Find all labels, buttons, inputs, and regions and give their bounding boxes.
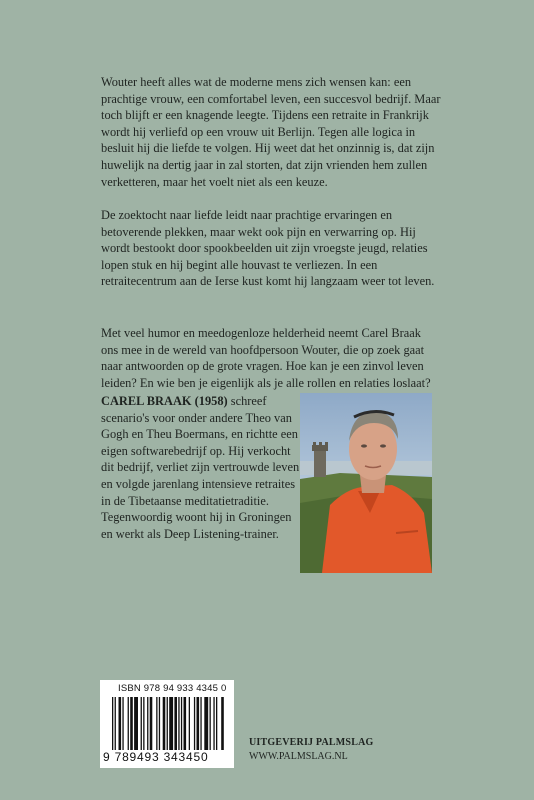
publisher-name: UITGEVERIJ PALMSLAG <box>249 737 374 748</box>
blurb-paragraph-3: Met veel humor en meedogenloze helderheid neemt Carel Braak ons mee in de wereld van hoofdpersoon Wouter, die op zoek gaat naar antwoorden op de grote vragen. Hoe kan je een zinvol leven leiden? En wie ben je eigenlijk als je alle rollen en relaties loslaat? <box>101 326 431 390</box>
barcode-bars <box>112 697 224 750</box>
author-bio <box>101 393 301 542</box>
author-bio-text: schreef scenario's voor onder andere Theo van Gogh en Theu Boermans, en richtte een eigen softwarebedrijf op. Hij verkocht dit bedrijf, verliet zijn vertrouwde leven en volgde jarenlang intensieve retraites in de Tibetaanse meditatietraditie. Tegenwoordig woont hij in Groningen en werkt als Deep Listening-trainer. <box>101 394 300 541</box>
publisher-website: WWW.PALMSLAG.NL <box>249 751 348 762</box>
author-photo <box>300 393 432 573</box>
isbn-label: ISBN 978 94 933 4345 0 <box>118 683 227 694</box>
blurb-paragraph-1: Wouter heeft alles wat de moderne mens zich wensen kan: een prachtige vrouw, een comfortabel leven, een succesvol bedrijf. Maar toch blijft er een knagende leegte. Tijdens een retraite in Frankrijk wordt hij verliefd op een vrouw uit Berlijn. Tegen alle logica in besluit hij die liefde te volgen. Hij weet dat het onzinnig is, dat zijn huwelijk na dertig jaar in zal storten, dat zijn vrienden hem zullen verketteren, maar het voelt niet als een keuze. <box>101 75 441 189</box>
blurb-paragraph-2: De zoektocht naar liefde leidt naar prachtige ervaringen en betoverende plekken, maar wekt ook pijn en verwarring op. Hij wordt bestookt door spookbeelden uit zijn vroegste jeugd, relaties lopen stuk en hij begint alle houvast te verliezen. In een retraitecentrum aan de Ierse kust komt hij langzaam weer tot leven. <box>101 208 435 289</box>
author-name: CAREL BRAAK (1958) <box>101 394 228 408</box>
barcode-digits: 9 789493 343450 <box>103 750 209 764</box>
isbn-barcode <box>100 680 234 768</box>
